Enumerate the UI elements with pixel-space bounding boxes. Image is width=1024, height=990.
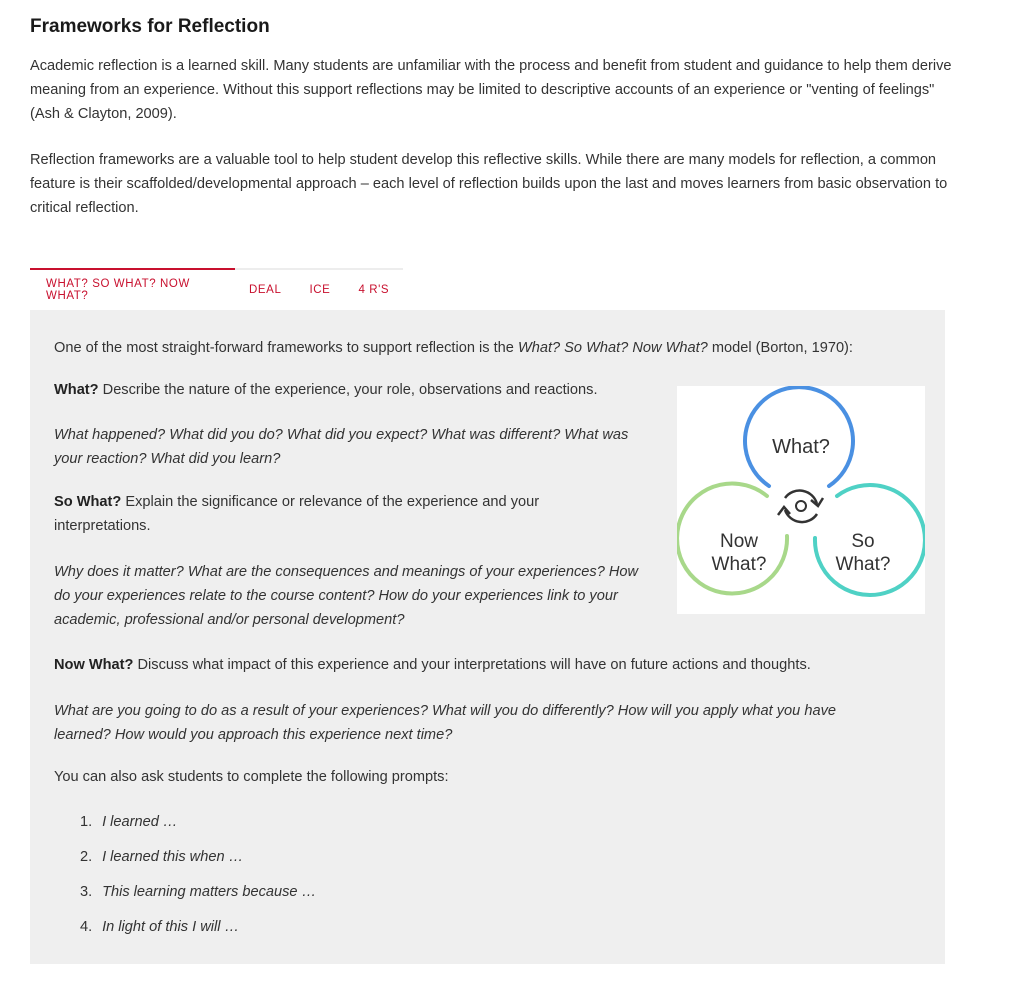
tab-deal[interactable]: DEAL: [235, 268, 295, 310]
diagram-label-what: What?: [772, 436, 830, 458]
prompts-intro: You can also ask students to complete the following prompts:: [54, 769, 449, 785]
now-what-label: Now What?: [54, 657, 134, 673]
list-number: 4.: [80, 919, 93, 935]
tab-4-rs[interactable]: 4 R'S: [344, 268, 403, 310]
tab-panel: [30, 310, 945, 964]
list-item: [80, 880, 316, 915]
list-number: 3.: [80, 884, 93, 900]
list-item: [80, 810, 316, 845]
intro-paragraph-2: Reflection frameworks are a valuable tool to help student develop this reflective skills. While there are many models for reflection, a common feature is their scaffolded/developmental approach – each level of reflection builds upon the last and moves learners from basic observation to critical reflection.: [30, 152, 948, 216]
cycle-diagram-svg: [677, 386, 925, 614]
list-text: I learned this when …: [102, 849, 244, 865]
what-questions: What happened? What did you do? What did you expect? What was different? What was your reaction? What did you learn?: [54, 427, 629, 467]
list-text: In light of this I will …: [102, 919, 240, 935]
cycle-icon: [778, 491, 823, 523]
diagram-label-so: So: [851, 531, 875, 552]
now-what-description: [54, 653, 934, 677]
diagram-label-now-what: What?: [711, 554, 767, 575]
list-text: This learning matters because …: [102, 884, 317, 900]
now-what-questions: What are you going to do as a result of your experiences? What will you do differently? How will you apply what you have learned? How would you approach this experience next time?: [54, 703, 836, 743]
panel-lead: [54, 336, 934, 360]
so-what-description: [54, 490, 614, 538]
page-title: Frameworks for Reflection: [30, 16, 270, 37]
list-item: [80, 845, 316, 880]
what-text: Describe the nature of the experience, your role, observations and reactions.: [98, 382, 598, 398]
list-item: [80, 915, 316, 950]
lead-text-after: model (Borton, 1970):: [707, 340, 853, 356]
lead-text-before: One of the most straight-forward frameworks to support reflection is the: [54, 340, 518, 356]
list-number: 2.: [80, 849, 93, 865]
framework-tabs: [30, 268, 403, 310]
so-what-text: Explain the significance or relevance of the experience and your interpretations.: [54, 494, 540, 534]
now-what-text: Discuss what impact of this experience and your interpretations will have on future actions and thoughts.: [133, 657, 811, 673]
intro-paragraph-1: Academic reflection is a learned skill. Many students are unfamiliar with the process and benefit from student and guidance to help them derive meaning from an experience. Without this support reflections may be limited to descriptive accounts of an experience or "venting of feelings" (Ash & Clayton, 2009).: [30, 58, 952, 122]
tab-ice[interactable]: ICE: [295, 268, 344, 310]
lead-model-name: What? So What? Now What?: [517, 340, 708, 356]
so-what-questions: Why does it matter? What are the consequences and meanings of your experiences? How do your experiences relate to the course content? How do your experiences link to your academic, professional and/or personal development?: [54, 564, 639, 628]
so-what-label: So What?: [54, 494, 122, 510]
diagram-label-so-what: What?: [835, 554, 891, 575]
prompts-list: [80, 810, 316, 950]
diagram-label-now: Now: [719, 531, 759, 552]
list-number: 1.: [80, 814, 93, 830]
tab-what-so-what-now-what[interactable]: WHAT? SO WHAT? NOW WHAT?: [30, 268, 235, 310]
reflection-cycle-diagram: [677, 386, 925, 614]
what-label: What?: [54, 382, 99, 398]
list-text: I learned …: [102, 814, 178, 830]
